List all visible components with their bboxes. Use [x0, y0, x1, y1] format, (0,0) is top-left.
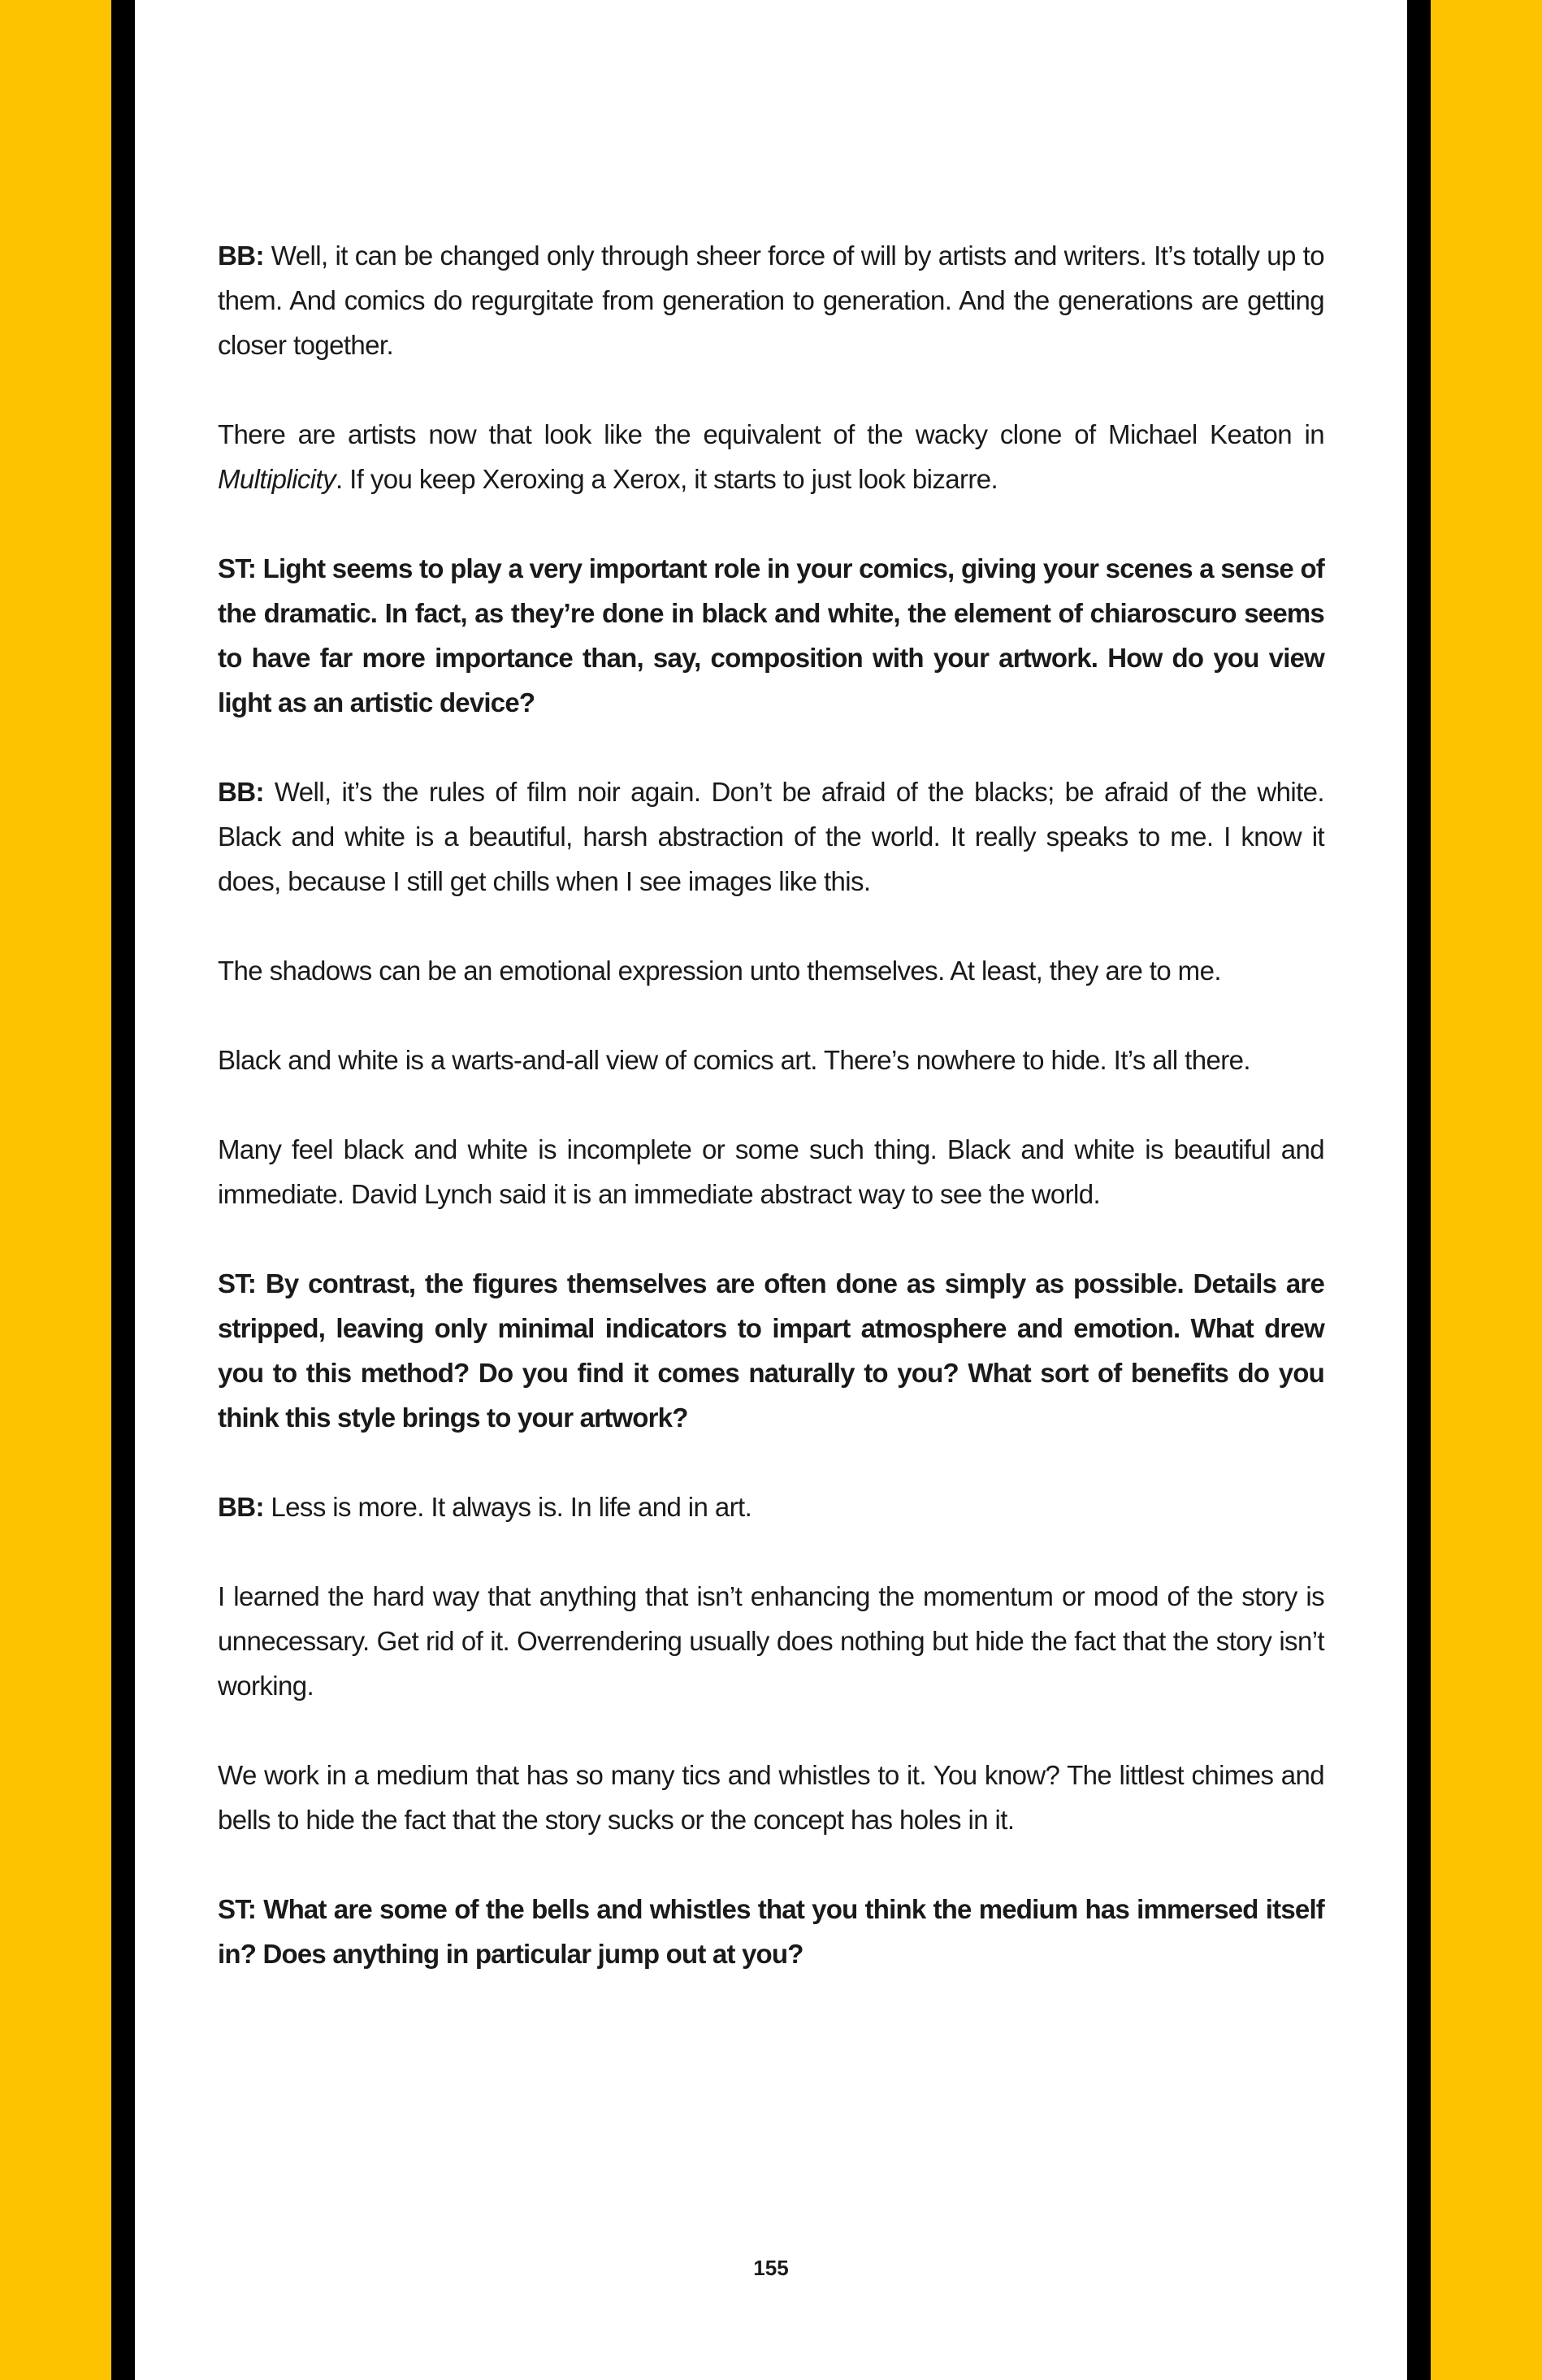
interview-text: [218, 233, 1324, 2021]
paragraph-text: By contrast, the figures themselves are often done as simply as possible. Details are stripped, leaving only minimal indicators to impart atmosphere and emotion. What drew you to this method? Do you find it comes naturally to you? What sort of benefits do you think this style brings to your artwork?: [218, 1268, 1324, 1433]
paragraph-text: There are artists now that look like the equivalent of the wacky clone of Michael Keaton in: [218, 419, 1324, 449]
paragraph-text: Less is more. It always is. In life and in art.: [263, 1492, 752, 1522]
body-paragraph: [218, 1127, 1324, 1216]
answer-paragraph: [218, 233, 1324, 367]
paragraph-text: What are some of the bells and whistles that you think the medium has immersed itself in? Does anything in particular jump out at you?: [218, 1894, 1324, 1969]
body-paragraph: [218, 948, 1324, 993]
speaker-label: BB:: [218, 1492, 264, 1522]
answer-paragraph: [218, 769, 1324, 904]
film-title: Multiplicity: [218, 464, 336, 494]
answer-paragraph: [218, 1485, 1324, 1529]
right-black-border: [1407, 0, 1431, 2380]
speaker-label: BB:: [218, 777, 264, 807]
question-paragraph: [218, 546, 1324, 725]
paragraph-text: The shadows can be an emotional expression unto themselves. At least, they are to me.: [218, 956, 1221, 986]
book-page: [135, 0, 1407, 2380]
paragraph-text: I learned the hard way that anything that isn’t enhancing the momentum or mood of the story is unnecessary. Get rid of it. Overrendering usually does nothing but hide the fact that the story isn’t working.: [218, 1581, 1324, 1701]
paragraph-text: Light seems to play a very important role in your comics, giving your scenes a sense of the dramatic. In fact, as they’re done in black and white, the element of chiaroscuro seems to have far more importance than, say, composition with your artwork. How do you view light as an artistic device?: [218, 553, 1324, 717]
paragraph-text: Black and white is a warts-and-all view of comics art. There’s nowhere to hide. It’s all there.: [218, 1045, 1250, 1075]
paragraph-text: Many feel black and white is incomplete or some such thing. Black and white is beautiful and immediate. David Lynch said it is an immediate abstract way to see the world.: [218, 1134, 1324, 1209]
speaker-label: ST:: [218, 1894, 257, 1924]
question-paragraph: [218, 1887, 1324, 1976]
body-paragraph: [218, 1038, 1324, 1082]
paragraph-text: Well, it’s the rules of film noir again. Don’t be afraid of the blacks; be afraid of the white. Black and white is a beautiful, harsh abstraction of the world. It really speaks to me. I know it does, because I still get chills when I see images like this.: [218, 777, 1324, 896]
body-paragraph: [218, 412, 1324, 501]
body-paragraph: [218, 1753, 1324, 1842]
speaker-label: ST:: [218, 1268, 257, 1298]
left-black-border: [111, 0, 135, 2380]
page-number: 155: [753, 2256, 789, 2280]
speaker-label: BB:: [218, 241, 264, 271]
body-paragraph: [218, 1574, 1324, 1708]
question-paragraph: [218, 1261, 1324, 1440]
speaker-label: ST:: [218, 553, 257, 583]
paragraph-text: Well, it can be changed only through sheer force of will by artists and writers. It’s totally up to them. And comics do regurgitate from generation to generation. And the generations are getting closer together.: [218, 241, 1324, 360]
paragraph-text: We work in a medium that has so many tics and whistles to it. You know? The littlest chimes and bells to hide the fact that the story sucks or the concept has holes in it.: [218, 1760, 1324, 1835]
paragraph-text: . If you keep Xeroxing a Xerox, it starts to just look bizarre.: [336, 464, 998, 494]
